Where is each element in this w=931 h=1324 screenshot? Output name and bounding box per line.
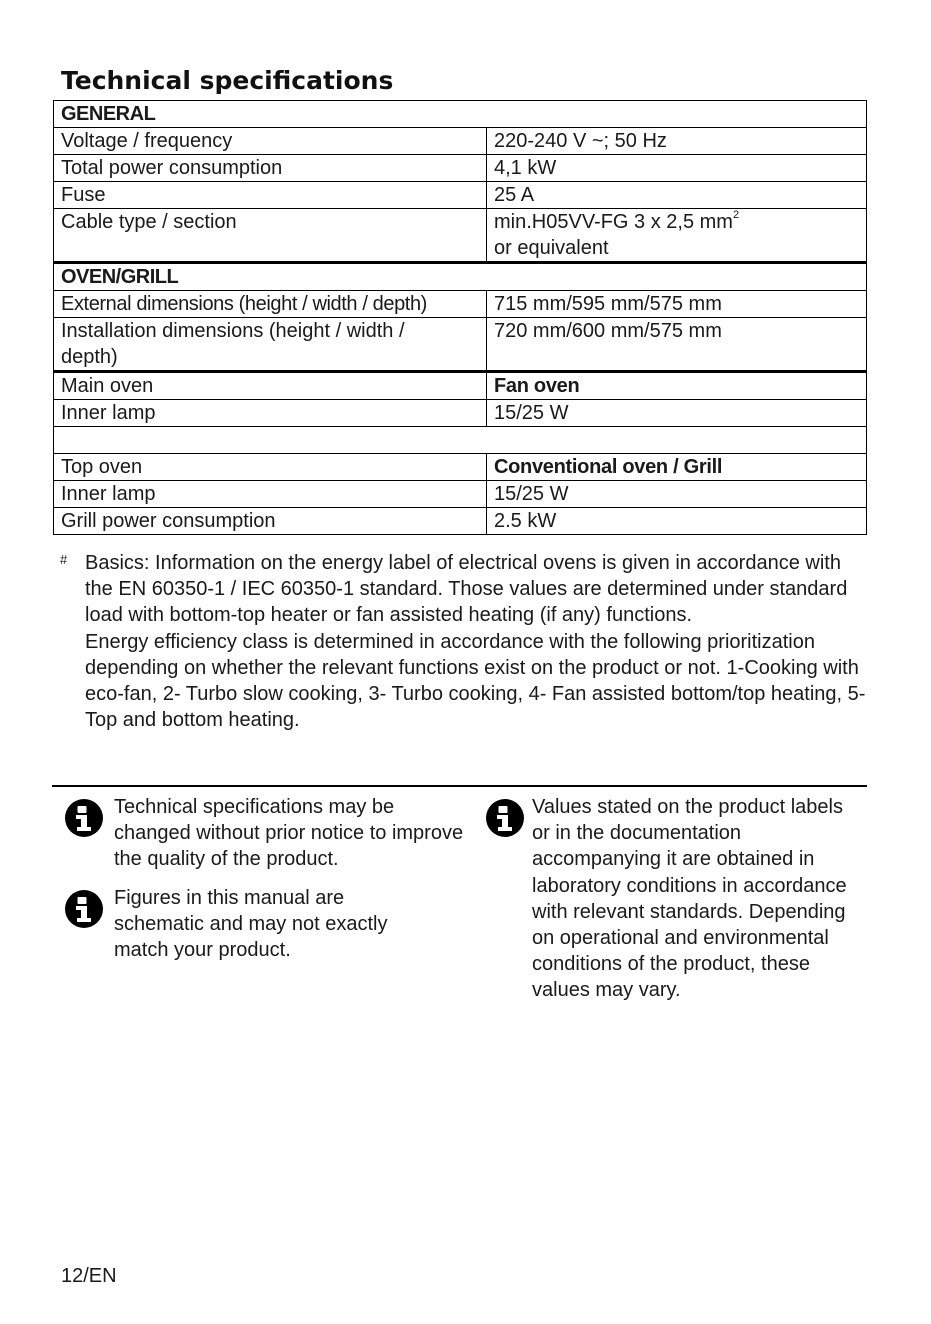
divider [52,785,867,787]
footnote [60,550,870,733]
note-text: Figures in this manual are schematic and may not exactly match your product. [114,887,388,962]
table-row [54,400,867,427]
section-general: GENERAL [54,101,867,128]
info-icon [64,889,104,929]
spec-value: Fan oven [487,372,867,400]
spec-value: 4,1 kW [487,155,867,182]
page-title: Technical specifications [61,66,394,95]
note-text: Values stated on the product labels or in the documentation accompanying it are obtained in laboratory conditions in accordance with relevant standards. Depending on operational and environmental conditions of the product, these values may vary. [532,796,847,1002]
spec-label: Installation dimensions (height / width / depth) [54,318,487,372]
spec-value-cable [487,209,867,263]
cable-value: min.H05VV-FG 3 x 2,5 mm [494,211,733,233]
spec-label: Grill power consumption [54,508,487,535]
table-row [54,128,867,155]
footnote-paragraph: Basics: Information on the energy label of electrical ovens is given in accordance with the EN 60350-1 / IEC 60350-1 standard. Those values are determined under standard load with bottom-top heater or fan assisted heating (if any) functions. [85,552,848,627]
spec-value: 15/25 W [487,481,867,508]
table-row [54,182,867,209]
table-row [54,318,867,372]
spec-label: External dimensions (height / width / depth) [54,291,487,318]
cable-value-line2: or equivalent [494,237,609,259]
spec-label: Top oven [54,454,487,481]
spec-value: 220-240 V ~; 50 Hz [487,128,867,155]
table-row [54,454,867,481]
spec-label: Inner lamp [54,481,487,508]
spec-label: Main oven [54,372,487,400]
footnote-marker: # [60,552,68,567]
spec-value: 15/25 W [487,400,867,427]
table-row [54,155,867,182]
section-row [54,101,867,128]
info-icon [485,798,525,838]
empty-row [54,427,867,454]
spec-value: 2.5 kW [487,508,867,535]
table-row [54,372,867,400]
spec-label: Cable type / section [54,209,487,263]
superscript: 2 [732,209,740,221]
spec-table [53,100,867,535]
section-row [54,263,867,291]
table-row [54,209,867,263]
table-row [54,508,867,535]
info-icon [64,798,104,838]
page-number: 12/EN [61,1265,117,1287]
spec-value: 25 A [487,182,867,209]
section-oven-grill: OVEN/GRILL [54,263,867,291]
empty-cell [54,427,867,454]
spec-value: Conventional oven / Grill [487,454,867,481]
table-row [54,291,867,318]
note-text: Technical specifications may be changed without prior notice to improve the quality of the product. [114,796,464,871]
spec-value: 720 mm/600 mm/575 mm [487,318,867,372]
spec-label: Voltage / frequency [54,128,487,155]
spec-label: Fuse [54,182,487,209]
footnote-paragraph: Energy efficiency class is determined in accordance with the following prioritization depending on whether the relevant functions exist on the product or not. 1-Cooking with eco-fan, 2- Turbo slow cooking, 3- Turbo cooking, 4- Fan assisted bottom/top heating, 5-Top and bottom heating. [85,630,866,732]
spec-label: Total power consumption [54,155,487,182]
table-row [54,481,867,508]
spec-value: 715 mm/595 mm/575 mm [487,291,867,318]
spec-label: Inner lamp [54,400,487,427]
